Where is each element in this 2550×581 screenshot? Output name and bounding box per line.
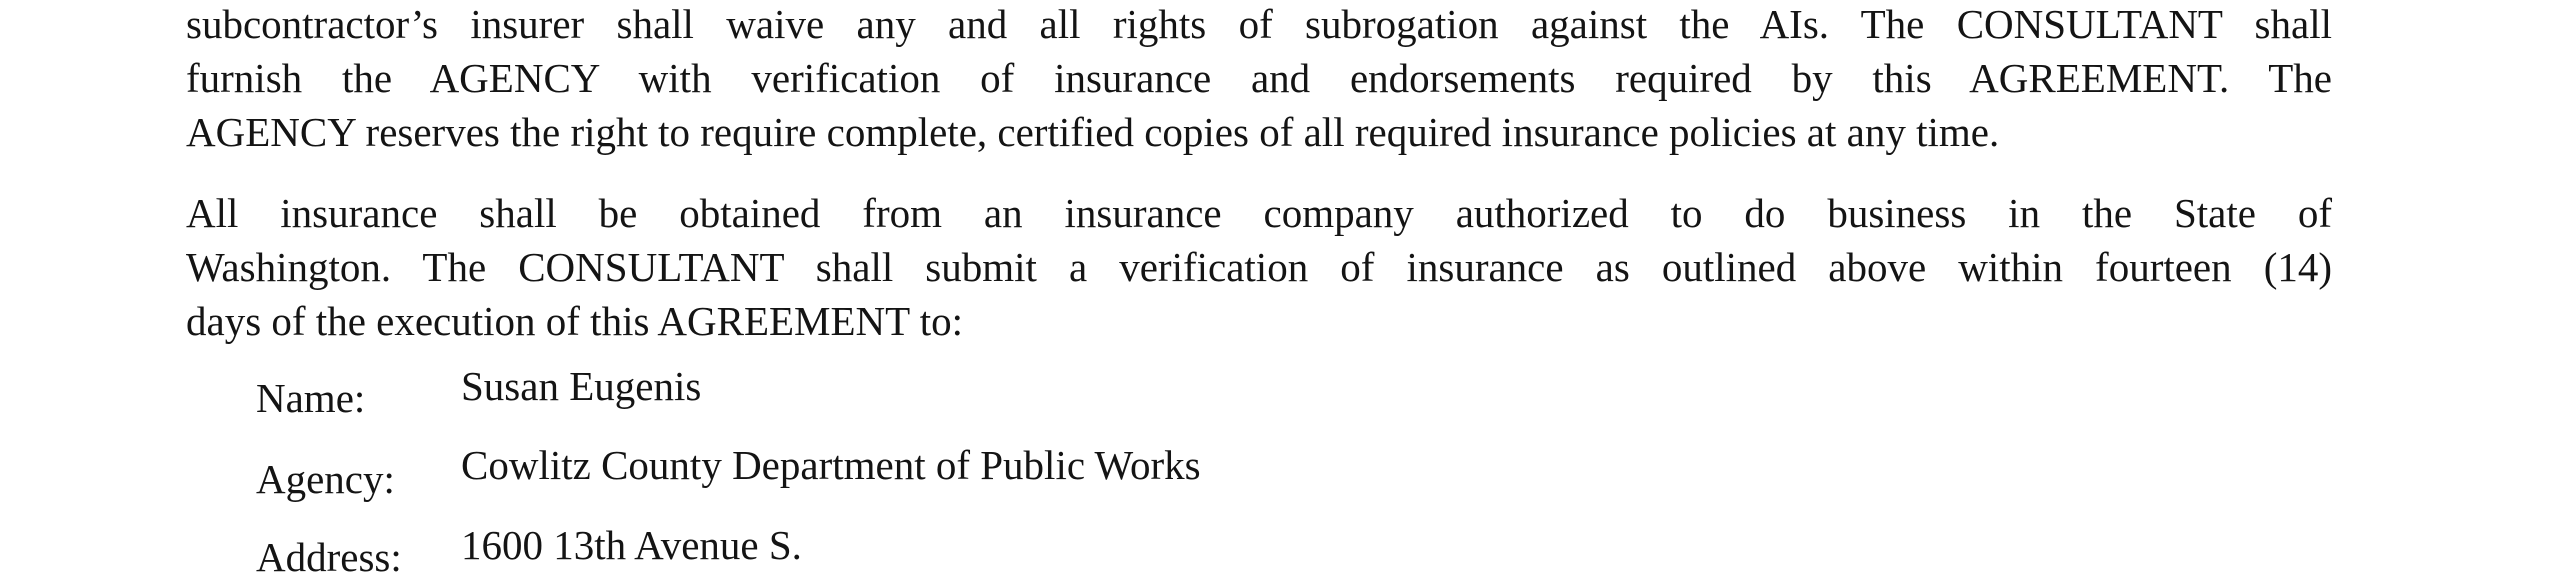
agency-value: Cowlitz County Department of Public Works (461, 442, 1201, 488)
paragraph-line: days of the execution of this AGREEMENT to: (186, 298, 963, 344)
address-label: Address: (256, 534, 402, 580)
agency-label: Agency: (256, 456, 395, 502)
paragraph-line: furnish the AGENCY with verification of insurance and endorsements required by this AGREEMENT. The (186, 55, 2332, 101)
paragraph-line: All insurance shall be obtained from an insurance company authorized to do business in the State of (186, 190, 2332, 236)
paragraph-line: AGENCY reserves the right to require complete, certified copies of all required insurance policies at any time. (186, 109, 2000, 155)
insurance-company-paragraph (186, 186, 2332, 348)
name-label: Name: (256, 375, 366, 421)
paragraph-line: subcontractor’s insurer shall waive any and all rights of subrogation against the AIs. The CONSULTANT shall (186, 1, 2332, 47)
address-value: 1600 13th Avenue S. (461, 522, 802, 568)
name-value: Susan Eugenis (461, 363, 702, 409)
paragraph-line: Washington. The CONSULTANT shall submit a verification of insurance as outlined above within fourteen (14) (186, 244, 2332, 290)
insurance-verification-paragraph (186, 0, 2332, 159)
